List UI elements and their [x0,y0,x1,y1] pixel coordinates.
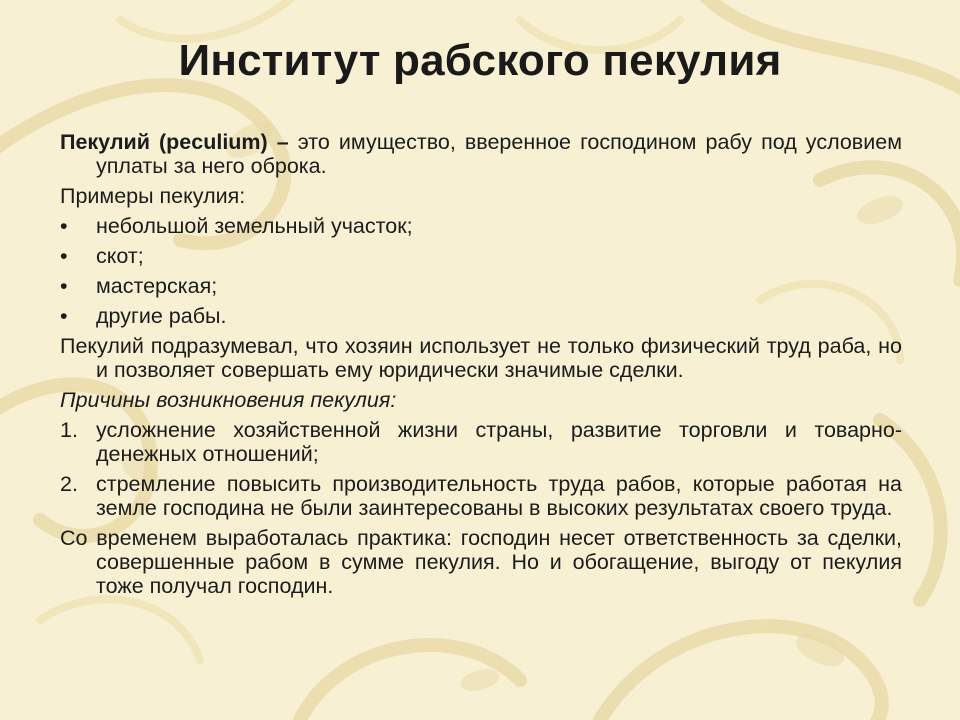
bullet-icon: • [60,214,68,238]
reason-text: стремление повысить производительность труда рабов, которые работая на земле господина не были заинтересованы в высоких результатах своего труда. [96,472,902,520]
definition-text: это имущество, вверенное господином рабу под условием уплаты за него оброка. [96,130,902,178]
slide-title: Институт рабского пекулия [178,36,782,85]
reason-text: усложнение хозяйственной жизни страны, развитие торговли и товарно-денежных отношений; [96,418,902,466]
slide-body [60,130,902,604]
implication-paragraph: Пекулий подразумевал, что хозяин использует не только физический труд раба, но и позволяет совершать ему юридически значимые сделки. [60,334,902,382]
reason-item [60,418,902,466]
reason-item [60,472,902,520]
example-text: скот; [96,244,144,268]
definition-term: Пекулий (peculium) – [60,130,289,154]
example-text: небольшой земельный участок; [96,214,413,238]
example-item [60,214,902,238]
example-text: другие рабы. [96,304,227,328]
example-item [60,244,902,268]
examples-heading: Примеры пекулия: [60,184,246,208]
reasons-heading: Причины возникновения пекулия: [60,388,397,412]
example-item [60,304,902,328]
example-item [60,274,902,298]
bullet-icon: • [60,304,68,328]
example-text: мастерская; [96,274,218,298]
reason-number: 2. [60,472,78,496]
conclusion-paragraph: Со временем выработалась практика: господин несет ответственность за сделки, совершенные рабом в сумме пекулия. Но и обогащение, выгоду от пекулия тоже получал господин. [60,526,902,598]
bullet-icon: • [60,274,68,298]
definition-paragraph [60,130,902,178]
reason-number: 1. [60,418,78,442]
bullet-icon: • [60,244,68,268]
